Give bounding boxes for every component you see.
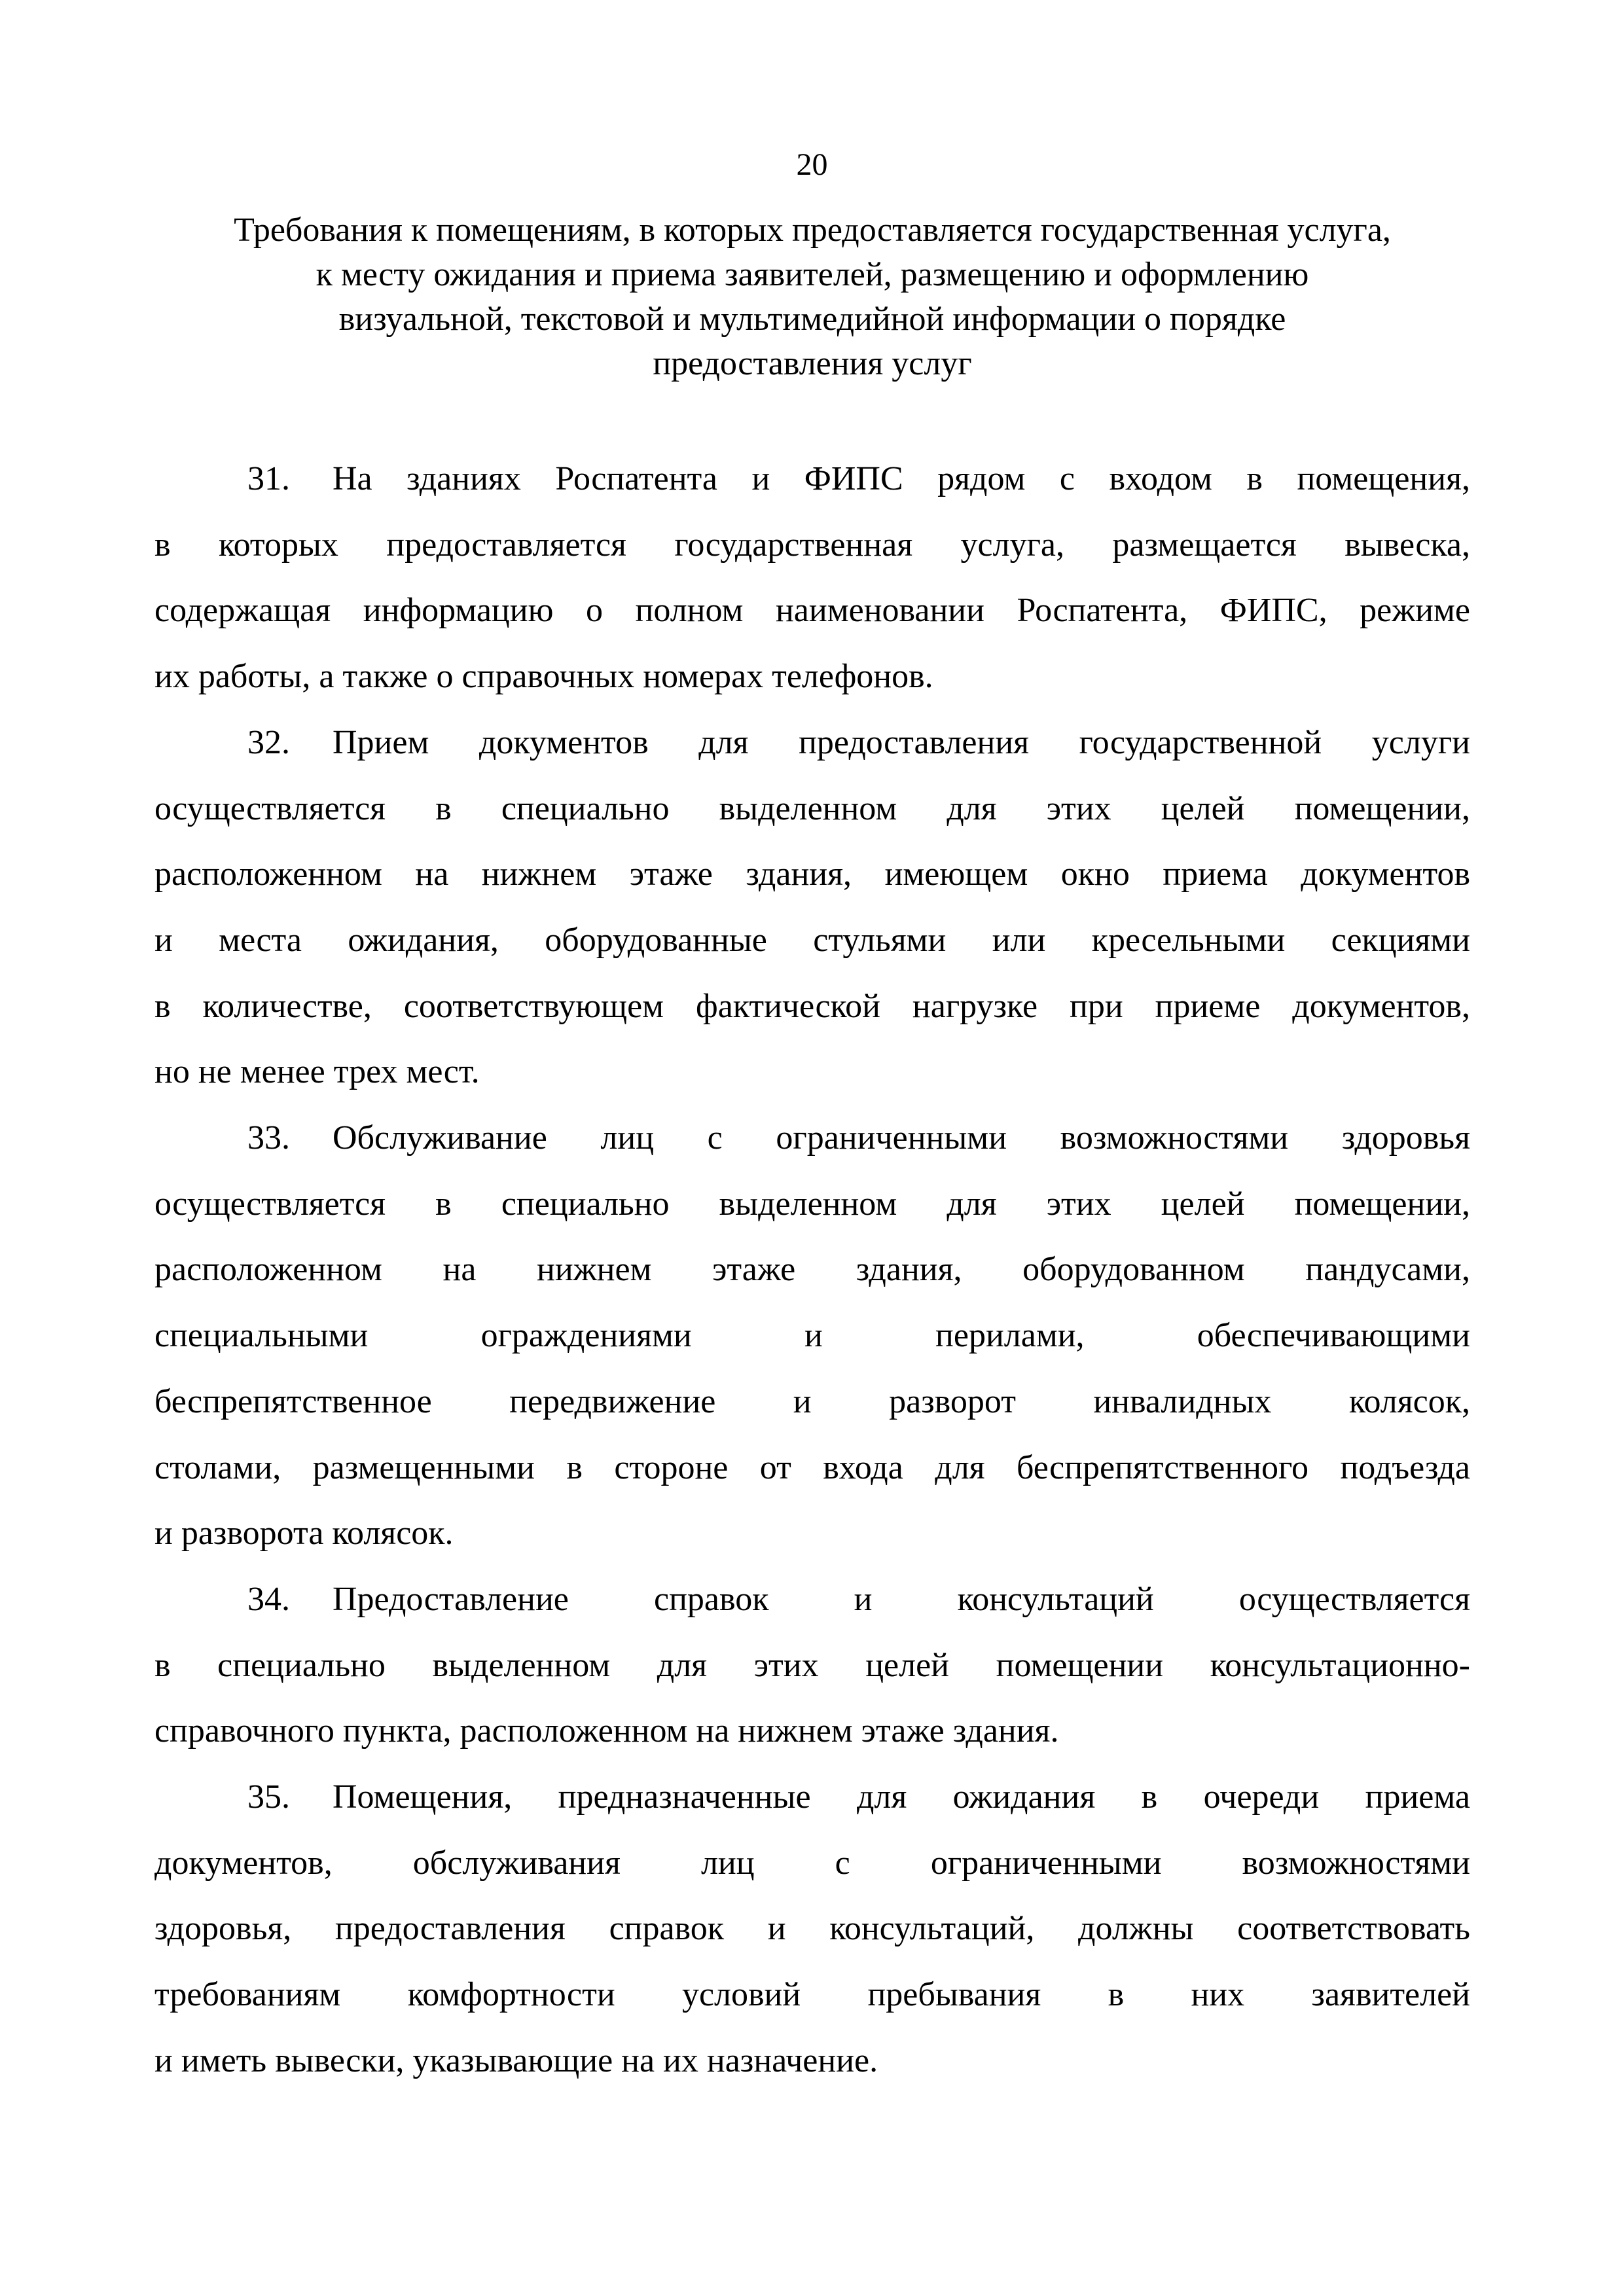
paragraph-line: в специально выделенном для этих целей помещении консультационно- <box>154 1646 1470 1684</box>
paragraph-text: Помещения, предназначенные для ожидания в очереди приема <box>333 1778 1470 1816</box>
paragraph-31 <box>154 446 1470 710</box>
paragraph-number: 34. <box>247 1580 290 1618</box>
heading-line: к месту ожидания и приема заявителей, размещению и оформлению <box>316 256 1309 293</box>
paragraph-line <box>154 1105 1470 1172</box>
paragraph-35 <box>154 1765 1470 2094</box>
paragraph-line: беспрепятственное передвижение и разворот инвалидных колясок, <box>154 1382 1470 1420</box>
paragraph-text: Предоставление справок и консультаций осуществляется <box>333 1580 1470 1618</box>
paragraph-line: их работы, а также о справочных номерах телефонов. <box>154 658 933 696</box>
paragraph-line: в которых предоставляется государственная услуга, размещается вывеска, <box>154 526 1470 564</box>
heading-line: Требования к помещениям, в которых предоставляется государственная услуга, <box>234 211 1391 249</box>
paragraph-line: и иметь вывески, указывающие на их назначение. <box>154 2041 878 2079</box>
paragraph-text: Обслуживание лиц с ограниченными возможностями здоровья <box>333 1119 1470 1157</box>
paragraph-line: специальными ограждениями и перилами, обеспечивающими <box>154 1317 1470 1355</box>
paragraph-line: содержащая информацию о полном наименовании Роспатента, ФИПС, режиме <box>154 592 1470 630</box>
paragraph-number: 35. <box>247 1778 290 1816</box>
document-body <box>154 446 1470 2094</box>
paragraph-line: осуществляется в специально выделенном для этих целей помещении, <box>154 1185 1470 1223</box>
paragraph-line: и разворота колясок. <box>154 1515 454 1552</box>
paragraph-line <box>154 446 1470 512</box>
paragraph-line: требованиям комфортности условий пребывания в них заявителей <box>154 1976 1470 2014</box>
section-heading <box>154 208 1470 386</box>
heading-line: предоставления услуг <box>653 345 972 382</box>
paragraph-line: расположенном на нижнем этаже здания, имеющем окно приема документов <box>154 855 1470 893</box>
paragraph-number: 31. <box>247 460 290 497</box>
paragraph-line: документов, обслуживания лиц с ограниченными возможностями <box>154 1844 1470 1882</box>
paragraph-line: столами, размещенными в стороне от входа для беспрепятственного подъезда <box>154 1448 1470 1486</box>
paragraph-34 <box>154 1567 1470 1765</box>
paragraph-line <box>154 710 1470 776</box>
paragraph-text: Прием документов для предоставления государственной услуги <box>333 723 1470 761</box>
paragraph-line: осуществляется в специально выделенном для этих целей помещении, <box>154 789 1470 827</box>
paragraph-line <box>154 1765 1470 1831</box>
paragraph-text: На зданиях Роспатента и ФИПС рядом с входом в помещения, <box>333 460 1470 497</box>
paragraph-33 <box>154 1105 1470 1567</box>
paragraph-line <box>154 1567 1470 1633</box>
paragraph-line: и места ожидания, оборудованные стульями или кресельными секциями <box>154 921 1470 959</box>
paragraph-line: в количестве, соответствующем фактической нагрузке при приеме документов, <box>154 987 1470 1025</box>
paragraph-line: но не менее трех мест. <box>154 1053 480 1091</box>
paragraph-line: здоровья, предоставления справок и консультаций, должны соответствовать <box>154 1910 1470 1948</box>
paragraph-32 <box>154 710 1470 1105</box>
paragraph-number: 33. <box>247 1119 290 1157</box>
paragraph-line: расположенном на нижнем этаже здания, оборудованном пандусами, <box>154 1251 1470 1289</box>
paragraph-line: справочного пункта, расположенном на нижнем этаже здания. <box>154 1712 1059 1750</box>
heading-line: визуальной, текстовой и мультимедийной информации о порядке <box>338 300 1286 338</box>
paragraph-number: 32. <box>247 723 290 761</box>
page-number: 20 <box>796 147 828 182</box>
